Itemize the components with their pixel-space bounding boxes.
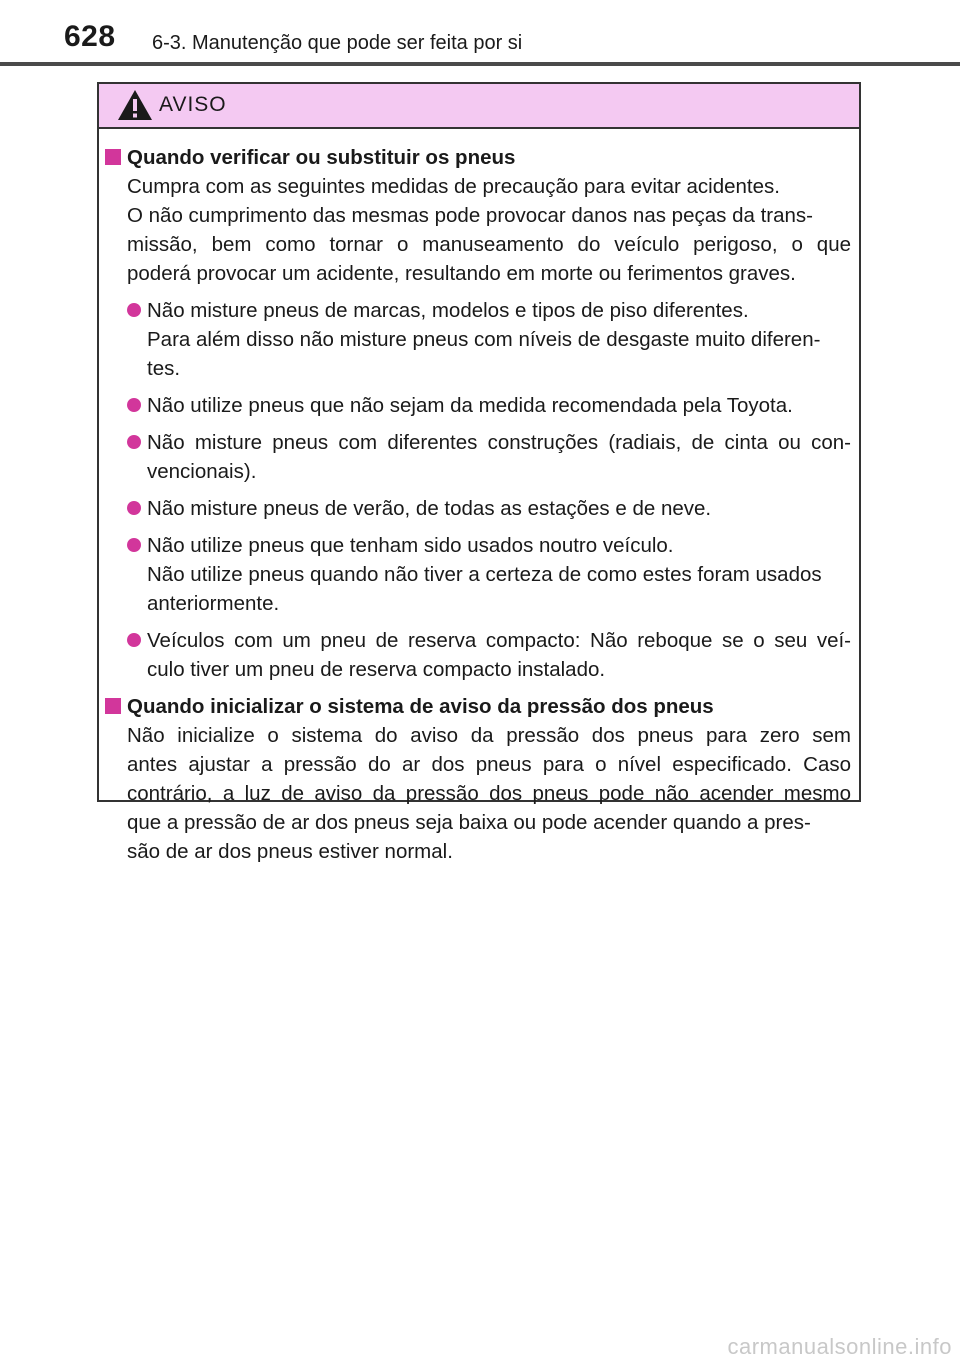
bullet-item: [127, 494, 851, 523]
section-heading: [105, 692, 851, 721]
bullet-line: anteriormente.: [147, 592, 280, 615]
bullet-line: vencionais).: [147, 460, 257, 483]
bullet-item: [127, 296, 851, 383]
circle-bullet-icon: [127, 398, 141, 412]
section-paragraph: [127, 721, 851, 866]
paragraph-line: contrário, a luz de aviso da pressão dos pneus pode não acender mesmo: [127, 782, 851, 805]
square-bullet-icon: [105, 698, 121, 714]
paragraph-line: Cumpra com as seguintes medidas de precaução para evitar acidentes.: [127, 175, 780, 198]
page-header: [0, 0, 960, 64]
paragraph-line: Não inicialize o sistema do aviso da pressão dos pneus para zero sem: [127, 724, 851, 747]
paragraph-line: O não cumprimento das mesmas pode provocar danos nas peças da trans-: [127, 204, 813, 227]
warning-body: [99, 129, 859, 866]
section-heading-text: Quando inicializar o sistema de aviso da pressão dos pneus: [127, 695, 714, 718]
bullet-line: Para além disso não misture pneus com níveis de desgaste muito diferen-: [147, 328, 821, 351]
square-bullet-icon: [105, 149, 121, 165]
page-number: 628: [64, 20, 116, 53]
paragraph-line: missão, bem como tornar o manuseamento do veículo perigoso, o que: [127, 233, 851, 256]
section-heading-text: Quando verificar ou substituir os pneus: [127, 146, 516, 169]
bullet-line: Não misture pneus de verão, de todas as estações e de neve.: [147, 497, 712, 520]
section-paragraph: [127, 172, 851, 288]
bullet-item: [127, 391, 851, 420]
circle-bullet-icon: [127, 501, 141, 515]
bullet-line: culo tiver um pneu de reserva compacto instalado.: [147, 658, 606, 681]
bullet-line: tes.: [147, 357, 181, 380]
bullet-line: Veículos com um pneu de reserva compacto: Não reboque se o seu veí-: [147, 629, 851, 652]
warning-box: [97, 82, 861, 863]
section-title: 6-3. Manutenção que pode ser feita por si: [152, 32, 523, 54]
circle-bullet-icon: [127, 538, 141, 552]
watermark: carmanualsonline.info: [727, 1334, 952, 1359]
paragraph-line: poderá provocar um acidente, resultando em morte ou ferimentos graves.: [127, 262, 796, 285]
circle-bullet-icon: [127, 633, 141, 647]
warning-label: AVISO: [159, 93, 227, 116]
header-rule: [0, 62, 960, 66]
bullet-line: Não utilize pneus que tenham sido usados noutro veículo.: [147, 534, 674, 557]
section-heading: [105, 143, 851, 172]
bullet-item: [127, 626, 851, 684]
bullet-line: Não utilize pneus que não sejam da medida recomendada pela Toyota.: [147, 394, 793, 417]
paragraph-line: que a pressão de ar dos pneus seja baixa ou pode acender quando a pres-: [127, 811, 811, 834]
bullet-item: [127, 428, 851, 486]
warning-header: [99, 84, 859, 129]
bullet-line: Não misture pneus com diferentes construções (radiais, de cinta ou con-: [147, 431, 851, 454]
circle-bullet-icon: [127, 435, 141, 449]
warning-triangle-icon: [117, 89, 153, 121]
paragraph-line: antes ajustar a pressão do ar dos pneus para o nível especificado. Caso: [127, 753, 851, 776]
bullet-item: [127, 531, 851, 618]
bullet-line: Não misture pneus de marcas, modelos e tipos de piso diferentes.: [147, 299, 749, 322]
bullet-line: Não utilize pneus quando não tiver a certeza de como estes foram usados: [147, 563, 822, 586]
paragraph-line: são de ar dos pneus estiver normal.: [127, 840, 453, 863]
circle-bullet-icon: [127, 303, 141, 317]
